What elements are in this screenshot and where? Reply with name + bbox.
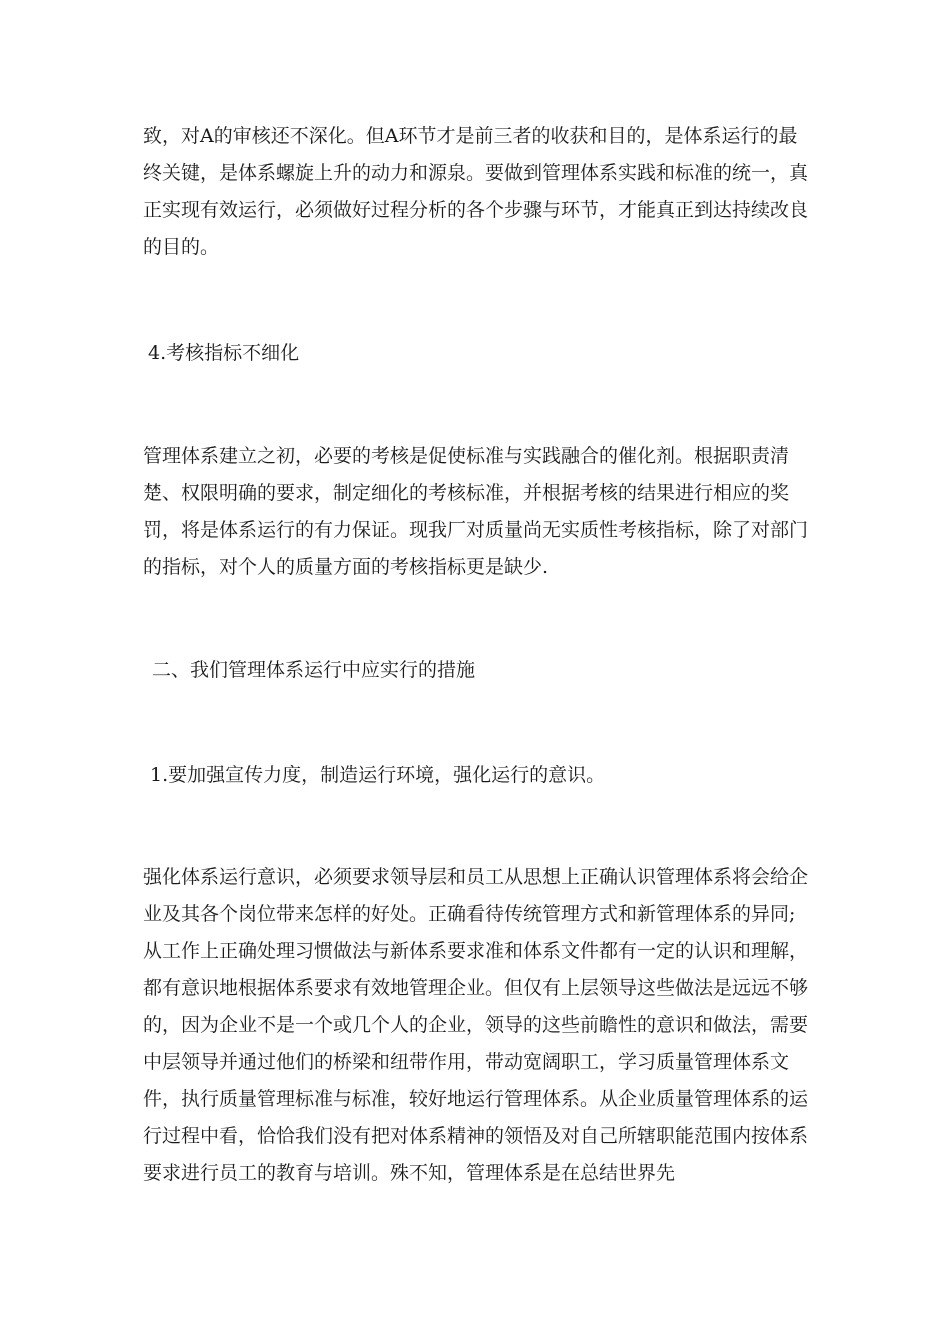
paragraph-a-link-review: 致，对A的审核还不深化。但A环节才是前三者的收获和目的，是体系运行的最终关键，是体系螺旋上升的动力和源泉。要做到管理体系实践和标准的统一，真正实现有效运行，必须做好过程分析的各个步骤与环节，才能真正到达持续改良的目的。 [143,125,809,258]
heading-assessment-indicators: 4.考核指标不细化 [148,342,300,364]
paragraph-assessment-catalyst: 管理体系建立之初，必要的考核是促使标准与实践融合的催化剂。根据职责清楚、权限明确的要求，制定细化的考核标准，并根据考核的结果进行相应的奖罚，将是体系运行的有力保证。现我厂对质量尚无实质性考核指标，除了对部门的指标，对个人的质量方面的考核指标更是缺少. [143,445,809,578]
item-heading-publicity: 1.要加强宣传力度，制造运行环境，强化运行的意识。 [150,764,606,786]
section-heading-measures: 二、我们管理体系运行中应实行的措施 [152,659,476,681]
paragraph-operation-awareness: 强化体系运行意识，必须要求领导层和员工从思想上正确认识管理体系将会给企业及其各个岗位带来怎样的好处。正确看待传统管理方式和新管理体系的异同;从工作上正确处理习惯做法与新体系要求准和体系文件都有一定的认识和理解，都有意识地根据体系要求有效地管理企业。但仅有上层领导这些做法是远远不够的，因为企业不是一个或几个人的企业，领导的这些前瞻性的意识和做法，需要中层领导并通过他们的桥梁和纽带作用，带动宽阔职工，学习质量管理体系文件，执行质量管理标准与标准，较好地运行管理体系。从企业质量管理体系的运行过程中看，恰恰我们没有把对体系精神的领悟及对自己所辖职能范围内按体系要求进行员工的教育与培训。殊不知，管理体系是在总结世界先 [143,866,809,1184]
